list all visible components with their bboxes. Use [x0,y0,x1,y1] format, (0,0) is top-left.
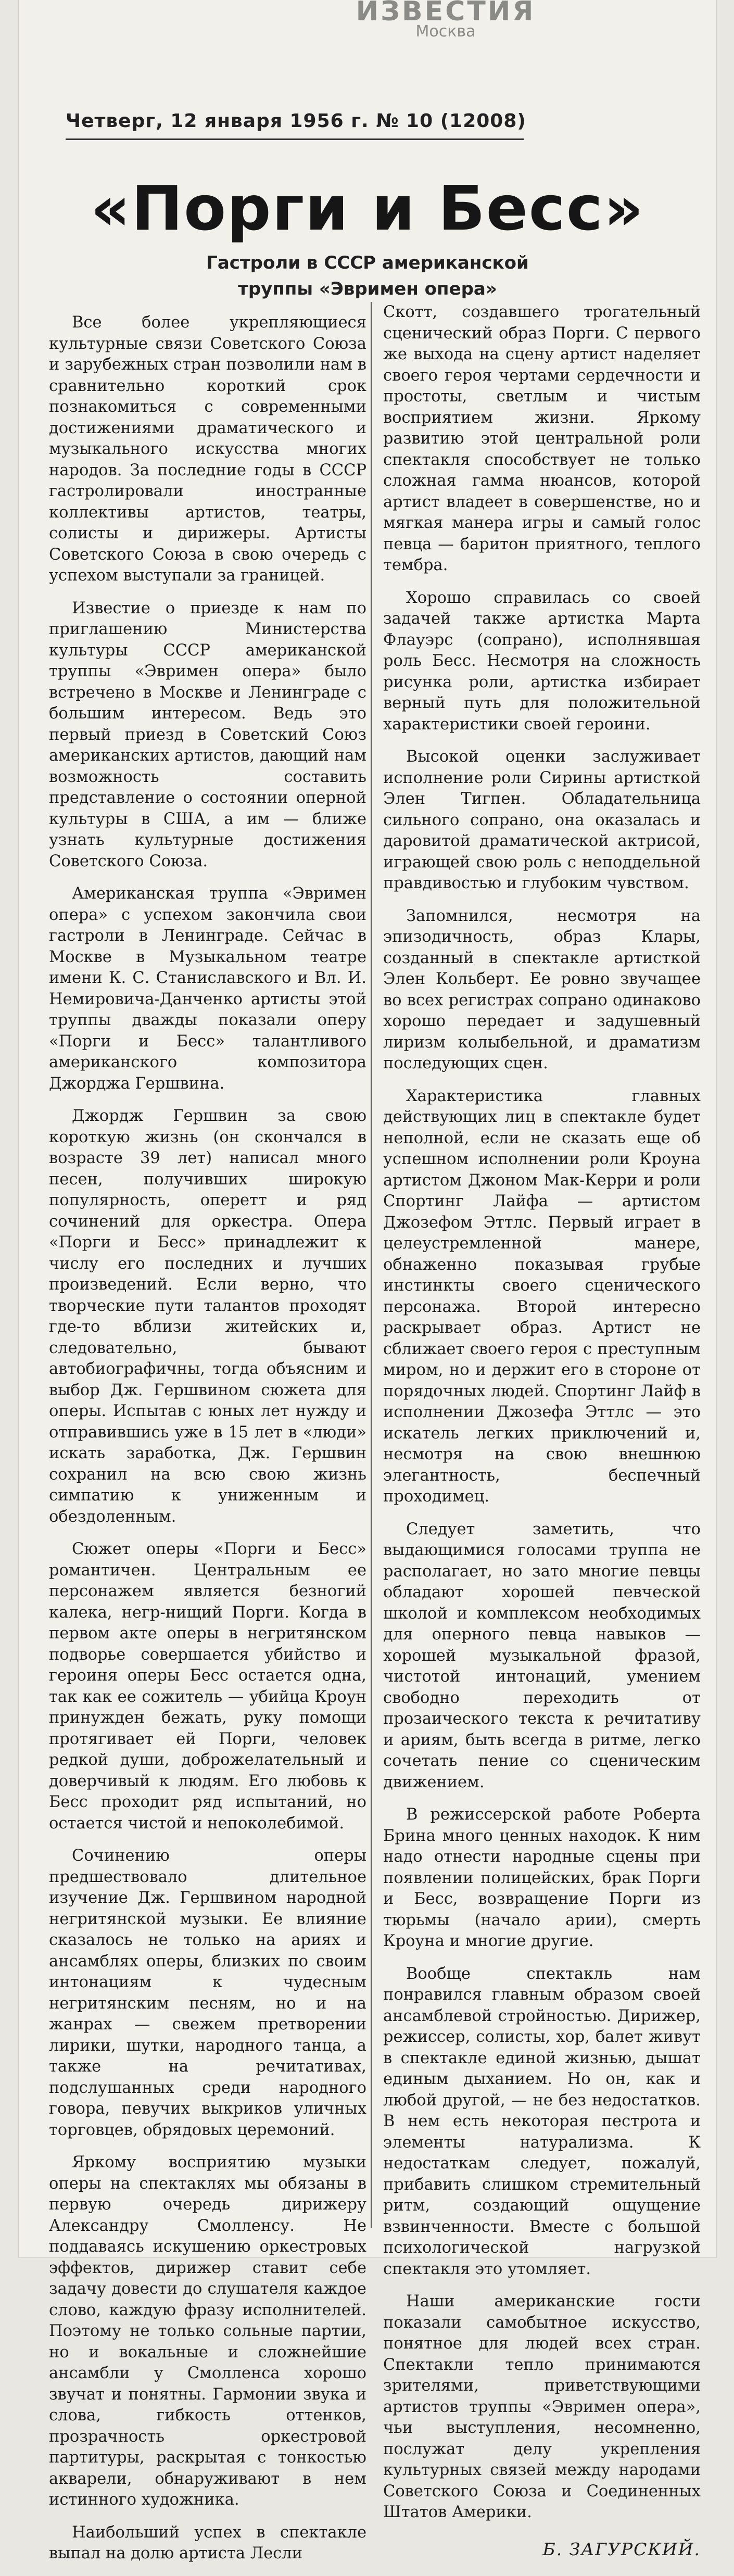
masthead-name: ИЗВЕСТИЯ [356,0,536,27]
article-column-2 [383,302,701,2571]
paragraph: Яркому восприятию музыки оперы на спектаклях мы обязаны в первую очередь дирижеру Александру Смолленсу. Не поддаваясь искушению оркестровых эффектов, дирижер ставит себе задачу довести до слушателя каждое слово, каждую фразу исполнителей. Поэтому не только сольные партии, но и вокальные и сложнейшие ансамбли у Смолленса хорошо звучат и понятны. Гармонии звука и слова, гибкость оттенков, прозрачность оркестровой партитуры, раскрытая с тонкостью акварели, обнаруживают в нем истинного художника. [49,2153,366,2509]
paragraph: Сюжет оперы «Порги и Бесс» романтичен. Центральным ее персонажем является безногий калека, негр-нищий Порги. Когда в первом акте оперы в негритянском подворье совершается убийство и героиня оперы Бесс остается одна, так как ее сожитель — убийца Кроун принужден бежать, руку помощи протягивает ей Порги, человек редкой души, доброжелательный и доверчивый к людям. Его любовь к Бесс проходит ряд испытаний, но остается чистой и непоколебимой. [49,1540,366,1833]
paragraph: Джордж Гершвин за свою короткую жизнь (он скончался в возрасте 39 лет) написал много песен, получивших широкую популярность, оперетт и ряд сочинений для оркестра. Опера «Порги и Бесс» принадлежит к числу его последних и лучших произведений. Если верно, что творческие пути талантов проходят где-то вблизи житейских и, следовательно, бывают автобиографичны, тогда объясним и выбор Дж. Гершвином сюжета для оперы. Испытав с юных лет нужду и отправившись уже в 15 лет в «люди» искать заработка, Дж. Гершвин сохранил на всю свою жизнь симпатию к униженным и обездоленным. [49,1107,366,1526]
paragraph: Известие о приезде к нам по приглашению Министерства культуры СССР американской труппы «Эвримен опера» было встречено в Москве и Ленинграде с большим интересом. Ведь это первый приезд в Советский Союз американских артистов, дающий нам возможность составить представление о состоянии оперной культуры в США, а им — ближе узнать культурные достижения Советского Союза. [49,599,366,870]
masthead-city: Москва [415,22,476,41]
paragraph: Характеристика главных действующих лиц в спектакле будет неполной, если не сказать еще об успешном исполнении роли Кроуна артистом Джоном Мак-Керри и роли Спортинг Лайфа — артистом Джозефом Эттлс. Первый играет в целеустремленной манере, обнаженно показывая грубые инстинкты своего сценического персонажа. Второй интересно раскрывает образ. Артист не сближает своего героя с преступным миром, но и держит его в стороне от порядочных людей. Спортинг Лайф в исполнении Джозефа Эттлс — это искатель легких приключений и, несмотря на свою внешнюю элегантность, беспечный проходимец. [383,1087,701,1506]
column-divider [371,302,372,2228]
paragraph: Наибольший успех в спектакле выпал на долю артиста Лесли [49,2523,366,2562]
paragraph: Высокой оценки заслуживает исполнение роли Сирины артисткой Элен Тигпен. Обладательница сильного сопрано, она оказалась и даровитой драматической актрисой, играющей свою роль с неподдельной правдивостью и глубоким чувством. [383,748,701,892]
paragraph: В режиссерской работе Роберта Брина много ценных находок. К ним надо отнести народные сцены при появлении полицейских, брак Порги и Бесс, возвращение Порги из тюрьмы (начало арии), смерть Кроуна и многие другие. [383,1805,701,1950]
dateline-rule [66,138,524,140]
paragraph: Следует заметить, что выдающимися голосами труппа не располагает, но зато многие певцы обладают хорошей певческой школой и комплексом необходимых для оперного певца навыков — хорошей музыкальной фразой, чистотой интонаций, умением свободно переходить от прозаического текста к речитативу и ариям, быть всегда в ритме, легко сочетать пение со сценическим движением. [383,1520,701,1791]
paragraph: Скотт, создавшего трогательный сценический образ Порги. С первого же выхода на сцену артист наделяет своего героя чертами сердечности и простоты, светлым и чистым восприятием жизни. Яркому развитию этой центральной роли спектакля способствует не только сложная гамма нюансов, которой артист владеет в совершенстве, но и мягкая манера игры и самый голос певца — баритон приятного, теплого тембра. [383,303,701,574]
paragraph: Сочинению оперы предшествовало длительное изучение Дж. Гершвином народной негритянской музыки. Ее влияние сказалось не только на ариях и ансамблях оперы, близких по своим интонациям к чудесным негритянским песням, но и на жанрах — свежем претворении лирики, шутки, народного танца, а также на речитативах, подслушанных среди народного говора, певучих выкриков уличных торговцев, обрядовых церемоний. [49,1847,366,2139]
paragraph: Вообще спектакль нам понравился главным образом своей ансамблевой стройностью. Дирижер, режиссер, солисты, хор, балет живут в спектакле единой жизнью, дышат единым дыханием. Но он, как и любой другой, — не без недостатков. В нем есть некоторая пестрота и элементы натурализма. К недостаткам следует, пожалуй, прибавить слишком стремительный ритм, создающий ощущение взвинченности. Вместе с большой психологической нагрузкой спектакля это утомляет. [383,1964,701,2278]
paragraph: Наши американские гости показали самобытное искусство, понятное для людей всех стран. Спектакли тепло принимаются зрителями, приветствующими артистов труппы «Эвримен опера», чьи выступления, несомненно, послужат делу укрепления культурных связей между народами Советского Союза и Соединенных Штатов Америки. [383,2292,701,2521]
author-signature: Б. ЗАГУРСКИЙ. [542,2539,701,2559]
paragraph: Американская труппа «Эвримен опера» с успехом закончила свои гастроли в Ленинграде. Сейчас в Москве в Музыкальном театре имени К. С. Станиславского и Вл. И. Немировича-Данченко артисты этой труппы дважды показали оперу «Порги и Бесс» талантливого американского композитора Джорджа Гершвина. [49,885,366,1093]
masthead-stamp [352,0,539,41]
newspaper-clipping [19,0,716,2562]
article-headline: «Порги и Бесс» [91,172,644,244]
article-subheading: Гастроли в СССР американской труппы «Эвримен опера» [206,252,529,299]
paragraph: Хорошо справилась со своей задачей также артистка Марта Флауэрс (сопрано), исполнявшая роль Бесс. Несмотря на сложность рисунка роли, артистка избирает верный путь для положительной характеристики своей героини. [383,588,701,734]
paragraph: Все более укрепляющиеся культурные связи Советского Союза и зарубежных стран позволили нам в сравнительно короткий срок познакомиться с современными достижениями драматического и музыкального искусства многих народов. За последние годы в СССР гастролировали иностранные коллективы артистов, театры, солисты и дирижеры. Артисты Советского Союза в свою очередь с успехом выступали за границей. [49,313,366,585]
dateline: Четверг, 12 января 1956 г. № 10 (12008) [66,110,526,132]
paragraph: Запомнился, несмотря на эпизодичность, образ Клары, созданный в спектакле артисткой Элен Кольберт. Ее ровно звучащее во всех регистрах сопрано одинаково хорошо передает и задушевный лиризм колыбельной, и драматизм последующих сцен. [383,906,701,1072]
article-column-1 [49,312,366,2576]
